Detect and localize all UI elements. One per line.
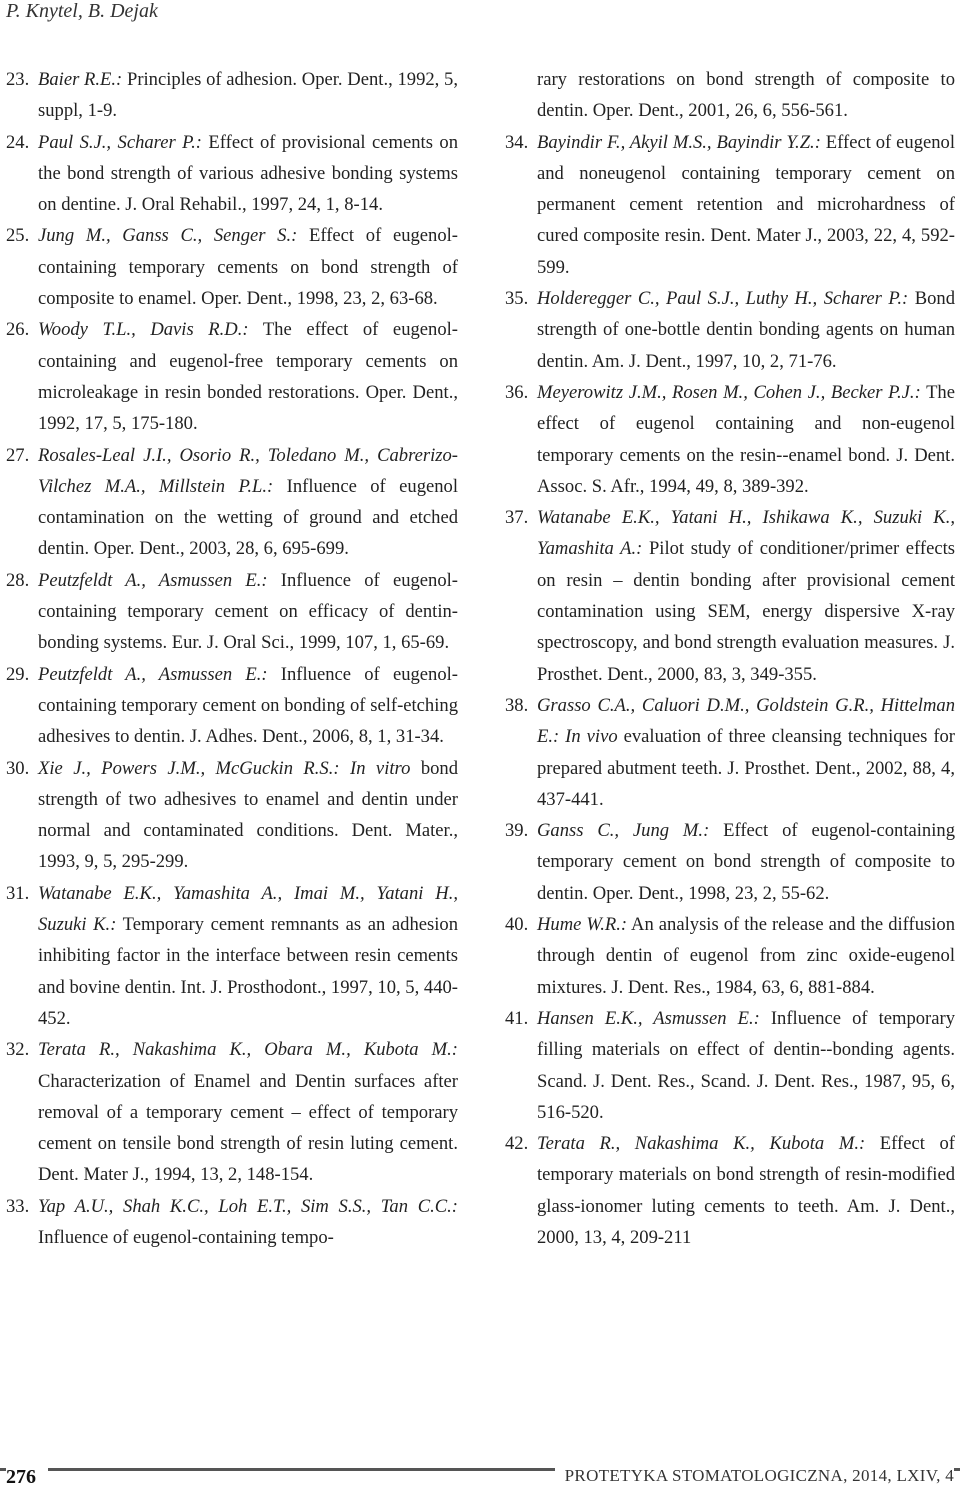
reference-38 bbox=[505, 690, 955, 815]
reference-number: 24. bbox=[6, 131, 30, 153]
reference-authors: Xie J., Powers J.M., McGuckin R.S.: In vitro bbox=[38, 757, 411, 779]
reference-body bbox=[537, 127, 955, 283]
reference-33-continuation bbox=[505, 64, 955, 127]
reference-authors: Terata R., Nakashima K., Obara M., Kubota M.: bbox=[38, 1039, 458, 1061]
reference-number: 29. bbox=[6, 663, 30, 685]
reference-body bbox=[38, 753, 458, 878]
reference-text: Characterization of Enamel and Dentin surfaces after removal of a temporary cement – effect of temporary cement on tensile bond strength of resin luting cement. Dent. Mater J., 1994, 13, 2, 148-154. bbox=[38, 1070, 458, 1186]
reference-number: 27. bbox=[6, 444, 30, 466]
reference-body bbox=[38, 314, 458, 439]
journal-footer: PROTETYKA STOMATOLOGICZNA, 2014, LXIV, 4 bbox=[555, 1466, 954, 1486]
reference-body bbox=[38, 878, 458, 1034]
reference-number: 33. bbox=[6, 1195, 30, 1217]
reference-number: 25. bbox=[6, 225, 30, 247]
reference-36 bbox=[505, 377, 955, 502]
reference-body bbox=[537, 1128, 955, 1253]
reference-text: evaluation of three cleansing techniques for prepared abutment teeth. J. Prosthet. Dent., 2002, 88, 4, 437-441. bbox=[537, 726, 955, 810]
reference-text: Effect of eugenol-containing temporary cements on bond strength of composite to enamel. Oper. Dent., 1998, 23, 2, 63-68. bbox=[38, 225, 459, 310]
reference-body bbox=[38, 220, 458, 314]
reference-text: Effect of eugenol and noneugenol containing temporary cement on permanent cement retention and microhardness of cured composite resin. Dent. Mater J., 2003, 22, 4, 592-599. bbox=[537, 131, 955, 278]
reference-text: Bond strength of one-bottle dentin bonding agents on human dentin. Am. J. Dent., 1997, 10, 2, 71-76. bbox=[537, 288, 955, 372]
reference-30 bbox=[6, 753, 458, 878]
reference-body bbox=[537, 502, 955, 690]
reference-body bbox=[537, 815, 955, 909]
reference-number: 35. bbox=[505, 288, 529, 310]
reference-body bbox=[537, 909, 955, 1003]
reference-text: An analysis of the release and the diffusion through dentin of eugenol from zinc oxide-eugenol mixtures. J. Dent. Res., 1984, 63, 6, 881-884. bbox=[537, 914, 955, 998]
reference-28 bbox=[6, 565, 458, 659]
reference-41 bbox=[505, 1003, 955, 1128]
reference-authors: Holderegger C., Paul S.J., Luthy H., Scharer P.: bbox=[537, 288, 909, 310]
reference-number: 32. bbox=[6, 1039, 30, 1061]
reference-authors: Watanabe E.K., Yamashita A., Imai M., Yatani H., Suzuki K.: bbox=[38, 882, 458, 936]
reference-text: The effect of eugenol containing and non-eugenol temporary cements on the resin--enamel bond. J. Dent. Assoc. S. Afr., 1994, 49, 8, 389-392. bbox=[537, 381, 955, 497]
reference-body bbox=[537, 283, 955, 377]
reference-number: 42. bbox=[505, 1133, 529, 1155]
reference-number: 30. bbox=[6, 757, 30, 779]
page-number: 276 bbox=[6, 1466, 48, 1489]
reference-body bbox=[537, 377, 955, 502]
reference-body bbox=[537, 690, 955, 815]
reference-body bbox=[537, 1003, 955, 1128]
reference-authors: Jung M., Ganss C., Senger S.: bbox=[38, 225, 298, 247]
running-header-authors: P. Knytel, B. Dejak bbox=[6, 0, 158, 22]
reference-authors: Meyerowitz J.M., Rosen M., Cohen J., Becker P.J.: bbox=[537, 381, 921, 403]
reference-text: Influence of eugenol-containing tempo- bbox=[38, 1226, 334, 1248]
reference-text: Influence of temporary filling materials on effect of dentin--bonding agents. Scand. J. Dent. Res., Scand. J. Dent. Res., 1987, 95, 6, 516-520. bbox=[537, 1007, 955, 1123]
reference-authors: Paul S.J., Scharer P.: bbox=[38, 131, 202, 153]
reference-text: Effect of eugenol-containing temporary cement on bond strength of composite to dentin. Oper. Dent., 1998, 23, 2, 55-62. bbox=[537, 820, 955, 904]
reference-26 bbox=[6, 314, 458, 439]
reference-number: 40. bbox=[505, 914, 529, 936]
reference-number: 34. bbox=[505, 131, 529, 153]
reference-authors: Grasso C.A., Caluori D.M., Goldstein G.R., Hittelman E.: In vivo bbox=[537, 694, 955, 748]
reference-authors: Peutzfeldt A., Asmussen E.: bbox=[38, 663, 268, 685]
reference-32 bbox=[6, 1034, 458, 1190]
reference-number: 36. bbox=[505, 381, 529, 403]
reference-authors: Terata R., Nakashima K., Kubota M.: bbox=[537, 1133, 866, 1155]
reference-body bbox=[38, 440, 458, 565]
references-column-left bbox=[6, 64, 458, 1253]
reference-39 bbox=[505, 815, 955, 909]
reference-number: 39. bbox=[505, 820, 529, 842]
references-column-right bbox=[505, 64, 955, 1253]
reference-text: Influence of eugenol-containing temporary cement on efficacy of dentin-bonding systems. Eur. J. Oral Sci., 1999, 107, 1, 65-69. bbox=[38, 569, 459, 654]
reference-number: 31. bbox=[6, 882, 30, 904]
reference-body bbox=[38, 127, 458, 221]
reference-text: Temporary cement remnants as an adhesion inhibiting factor in the interface between resin cements and bovine dentin. Int. J. Prosthodont., 1997, 10, 5, 440-452. bbox=[38, 914, 458, 1029]
reference-text: bond strength of two adhesives to enamel and dentin under normal and contaminated conditions. Dent. Mater., 1993, 9, 5, 295-299. bbox=[38, 757, 459, 873]
reference-number: 38. bbox=[505, 694, 529, 716]
reference-40 bbox=[505, 909, 955, 1003]
reference-27 bbox=[6, 440, 458, 565]
reference-authors: Hume W.R.: bbox=[537, 914, 628, 936]
reference-body bbox=[38, 64, 458, 127]
reference-23 bbox=[6, 64, 458, 127]
reference-35 bbox=[505, 283, 955, 377]
reference-text: Influence of eugenol contamination on the wetting of ground and etched dentin. Oper. Dent., 2003, 28, 6, 695-699. bbox=[38, 475, 458, 560]
reference-text: rary restorations on bond strength of composite to dentin. Oper. Dent., 2001, 26, 6, 556-561. bbox=[537, 69, 955, 122]
reference-25 bbox=[6, 220, 458, 314]
reference-34 bbox=[505, 127, 955, 283]
reference-authors: Watanabe E.K., Yatani H., Ishikawa K., Suzuki K., Yamashita A.: bbox=[537, 507, 955, 560]
reference-24 bbox=[6, 127, 458, 221]
reference-42 bbox=[505, 1128, 955, 1253]
reference-number: 23. bbox=[6, 69, 30, 90]
reference-29 bbox=[6, 659, 458, 753]
reference-number: 26. bbox=[6, 319, 30, 341]
reference-authors: Peutzfeldt A., Asmussen E.: bbox=[38, 569, 268, 591]
reference-body bbox=[38, 565, 458, 659]
reference-37 bbox=[505, 502, 955, 690]
reference-text: Effect of temporary materials on bond strength of resin-modified glass-ionomer luting cements to teeth. Am. J. Dent., 2000, 13, 4, 209-211 bbox=[537, 1133, 955, 1248]
reference-text: The effect of eugenol-containing and eugenol-free temporary cements on microleakage in resin bonded restorations. Oper. Dent., 1992, 17, 5, 175-180. bbox=[38, 319, 458, 435]
reference-authors: Rosales-Leal J.I., Osorio R., Toledano M., Cabrerizo-Vilchez M.A., Millstein P.L.: bbox=[38, 444, 458, 497]
reference-authors: Baier R.E.: bbox=[38, 69, 123, 90]
reference-body bbox=[38, 1034, 458, 1190]
reference-authors: Ganss C., Jung M.: bbox=[537, 820, 710, 842]
reference-number: 41. bbox=[505, 1007, 529, 1029]
reference-text: Principles of adhesion. Oper. Dent., 1992, 5, suppl, 1-9. bbox=[38, 69, 458, 122]
reference-authors: Hansen E.K., Asmussen E.: bbox=[537, 1007, 760, 1029]
reference-authors: Woody T.L., Davis R.D.: bbox=[38, 319, 249, 341]
reference-number: 37. bbox=[505, 507, 529, 529]
reference-authors: Bayindir F., Akyil M.S., Bayindir Y.Z.: bbox=[537, 131, 821, 153]
reference-text: Influence of eugenol-containing temporary cement on bonding of self-etching adhesives to dentin. J. Adhes. Dent., 2006, 8, 1, 31-34. bbox=[38, 663, 459, 748]
reference-31 bbox=[6, 878, 458, 1034]
reference-authors: Yap A.U., Shah K.C., Loh E.T., Sim S.S., Tan C.C.: bbox=[38, 1195, 458, 1217]
reference-text: Pilot study of conditioner/primer effects on resin – dentin bonding after provisional cement contamination using SEM, energy dispersive X-ray spectroscopy, and bond strength evaluation measures. J. Prosthet. Dent., 2000, 83, 3, 349-355. bbox=[537, 538, 955, 685]
reference-33 bbox=[6, 1191, 458, 1254]
reference-body bbox=[38, 1191, 458, 1254]
reference-body bbox=[38, 659, 458, 753]
reference-number: 28. bbox=[6, 569, 30, 591]
reference-text: Effect of provisional cements on the bond strength of various adhesive bonding systems on dentine. J. Oral Rehabil., 1997, 24, 1, 8-14. bbox=[38, 131, 458, 216]
